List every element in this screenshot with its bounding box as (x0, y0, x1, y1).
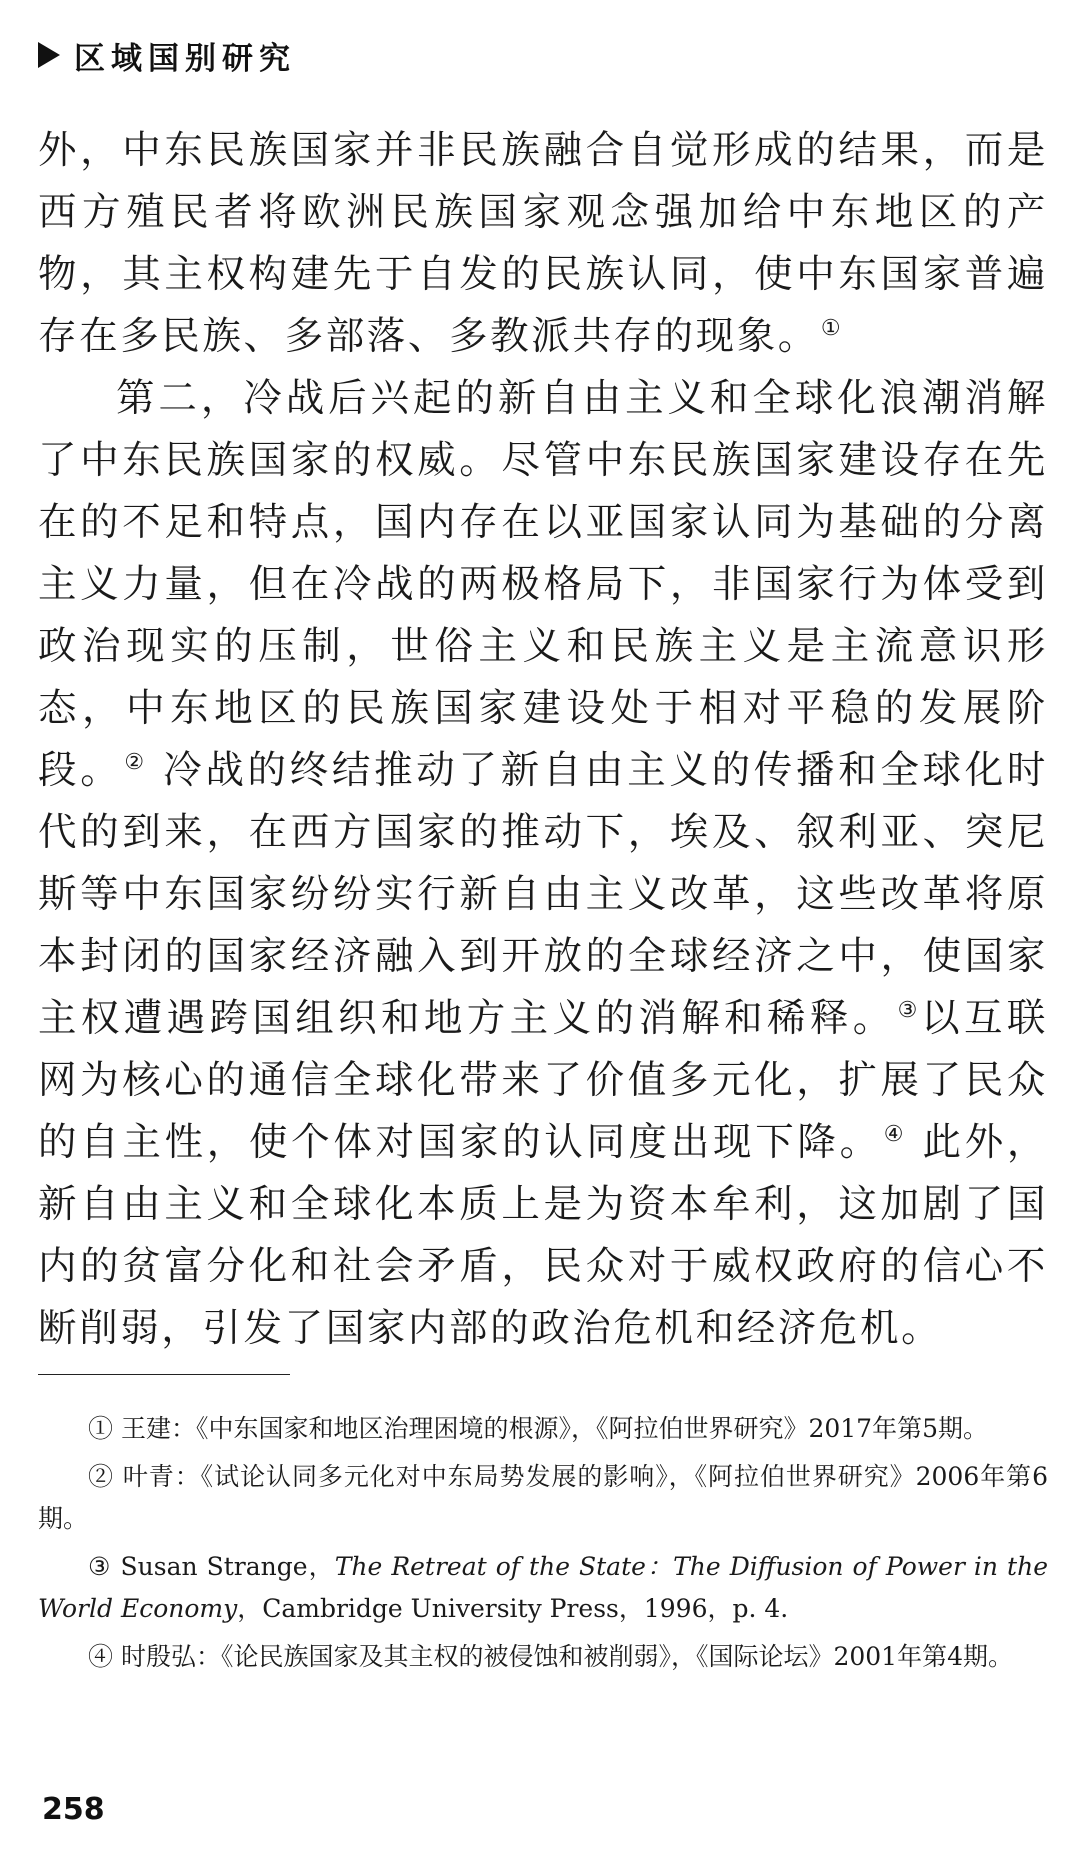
main-text (38, 120, 1048, 1360)
footnote-ref: ③ (897, 998, 920, 1023)
section-title: 区域国别研究 (74, 40, 296, 77)
footnote-text: 时殷弘：《论民族国家及其主权的被侵蚀和被削弱》，《国际论坛》2001年第4期。 (113, 1642, 1013, 1671)
footnote-marker: ① (88, 1414, 114, 1443)
footnote-divider (38, 1374, 290, 1375)
paragraph-text: 外，中东民族国家并非民族融合自觉形成的结果，而是西方殖民者将欧洲民族国家观念强加给中东地区的产物，其主权构建先于自发的民族认同，使中东国家普遍存在多民族、多部落、多教派共存的现象。 (38, 128, 1048, 359)
paragraph-continued (38, 120, 1048, 368)
footnote-4 (38, 1636, 1048, 1678)
footnote-2 (38, 1456, 1048, 1540)
right-triangle-icon (38, 42, 60, 68)
paragraph-text: 第二，冷战后兴起的新自由主义和全球化浪潮消解了中东民族国家的权威。尽管中东民族国家建设存在先在的不足和特点，国内存在以亚国家认同为基础的分离主义力量，但在冷战的两极格局下，非国家行为体受到政治现实的压制，世俗主义和民族主义是主流意识形态，中东地区的民族国家建设处于相对平稳的发展阶段。 (38, 376, 1048, 793)
paragraph-text: 冷战的终结推动了新自由主义的传播和全球化时代的到来，在西方国家的推动下，埃及、叙利亚、突尼斯等中东国家纷纷实行新自由主义改革，这些改革将原本封闭的国家经济融入到开放的全球经济之中，使国家主权遭遇跨国组织和地方主义的消解和稀释。 (38, 748, 1048, 1041)
footnote-author: Susan Strange， (111, 1552, 335, 1581)
page-number: 258 (42, 1792, 105, 1827)
footnote-ref: ④ (883, 1122, 905, 1147)
running-header (38, 30, 296, 80)
footnote-1 (38, 1408, 1048, 1450)
paragraph-text: 以互联网为核心的通信全球化带来了价值多元化，扩展了民众的自主性，使个体对国家的认同度出现下降。 (38, 996, 1048, 1165)
footnotes (38, 1408, 1048, 1684)
footnote-text: 王建：《中东国家和地区治理困境的根源》，《阿拉伯世界研究》2017年第5期。 (113, 1414, 988, 1443)
footnote-ref: ① (820, 316, 841, 341)
footnote-marker: ④ (88, 1642, 114, 1671)
footnote-marker: ② (88, 1462, 114, 1491)
footnote-marker: ③ (88, 1552, 112, 1581)
footnote-publication: ，Cambridge University Press，1996，p. 4. (237, 1594, 789, 1623)
footnote-ref: ② (124, 750, 146, 775)
footnote-book-title: The Retreat of the State：The Diffusion of Power in the World Economy (38, 1552, 1048, 1623)
paragraph-text: 此外，新自由主义和全球化本质上是为资本牟利，这加剧了国内的贫富分化和社会矛盾，民众对于威权政府的信心不断削弱，引发了国家内部的政治危机和经济危机。 (38, 1120, 1048, 1351)
footnote-text: 叶青：《试论认同多元化对中东局势发展的影响》，《阿拉伯世界研究》2006年第6期。 (38, 1462, 1048, 1533)
footnote-3 (38, 1546, 1048, 1630)
paragraph-second-point (38, 368, 1048, 1360)
